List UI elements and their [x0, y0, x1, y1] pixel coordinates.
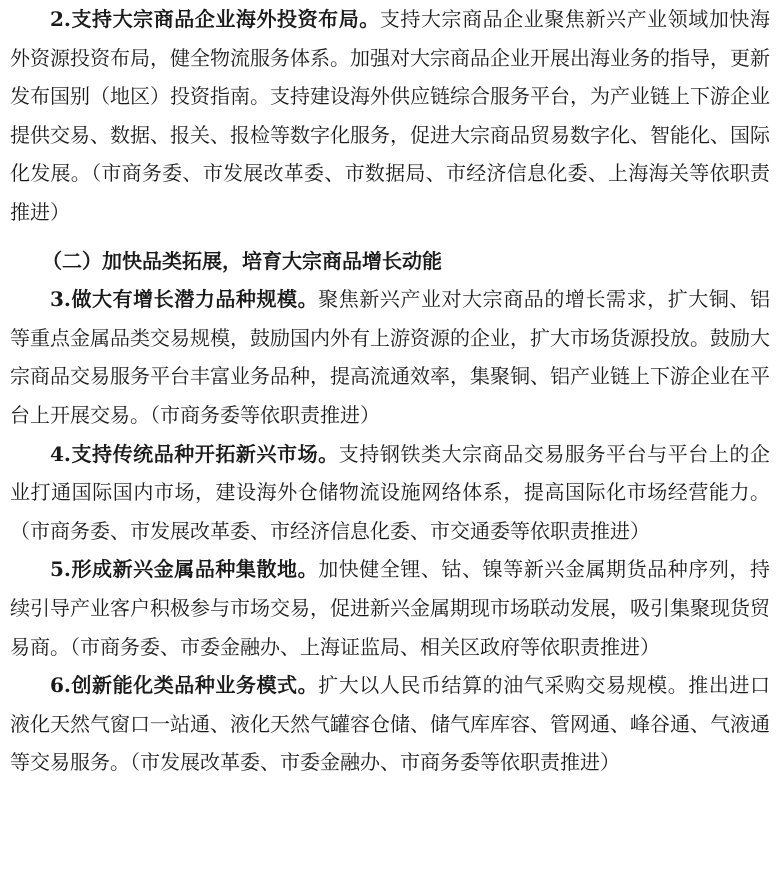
paragraph-6 — [10, 666, 770, 782]
paragraph-2 — [10, 0, 770, 232]
paragraph-3 — [10, 280, 770, 434]
paragraph-3-body: 聚焦新兴产业对大宗商品的增长需求，扩大铜、铝等重点金属品类交易规模，鼓励国内外有上游资源的企业，扩大市场货源投放。鼓励大宗商品交易服务平台丰富业务品种，提高流通效率，集聚铜、铝产业链上下游企业在平台上开展交易。（市商务委等依职责推进） — [10, 287, 770, 427]
paragraph-5 — [10, 550, 770, 666]
paragraph-2-body: 支持大宗商品企业聚焦新兴产业领域加快海外资源投资布局，健全物流服务体系。加强对大宗商品企业开展出海业务的指导，更新发布国别（地区）投资指南。支持建设海外供应链综合服务平台，为产业链上下游企业提供交易、数据、报关、报检等数字化服务，促进大宗商品贸易数字化、智能化、国际化发展。（市商务委、市发展改革委、市数据局、市经济信息化委、上海海关等依职责推进） — [10, 7, 770, 224]
paragraph-5-lead: 5.形成新兴金属品种集散地。 — [50, 557, 319, 582]
paragraph-5-body: 加快健全锂、钴、镍等新兴金属期货品种序列，持续引导产业客户积极参与市场交易，促进新兴金属期现市场联动发展，吸引集聚现货贸易商。（市商务委、市委金融办、上海证监局、相关区政府等依职责推进） — [10, 557, 770, 659]
paragraph-3-lead: 3.做大有增长潜力品种规模。 — [50, 287, 319, 312]
paragraph-6-lead: 6.创新能化类品种业务模式。 — [50, 673, 319, 698]
section-heading: （二）加快品类拓展，培育大宗商品增长动能 — [42, 248, 442, 273]
paragraph-6-body: 扩大以人民币结算的油气采购交易规模。推出进口液化天然气窗口一站通、液化天然气罐容仓储、储气库库容、管网通、峰谷通、气液通等交易服务。（市发展改革委、市委金融办、市商务委等依职责推进） — [10, 673, 770, 775]
paragraph-4-lead: 4.支持传统品种开拓新兴市场。 — [50, 441, 339, 466]
paragraph-4 — [10, 435, 770, 551]
paragraph-4-body: 支持钢铁类大宗商品交易服务平台与平台上的企业打通国际国内市场，建设海外仓储物流设施网络体系，提高国际化市场经营能力。（市商务委、市发展改革委、市经济信息化委、市交通委等依职责推进） — [10, 441, 770, 543]
paragraph-2-lead: 2.支持大宗商品企业海外投资布局。 — [50, 7, 380, 31]
